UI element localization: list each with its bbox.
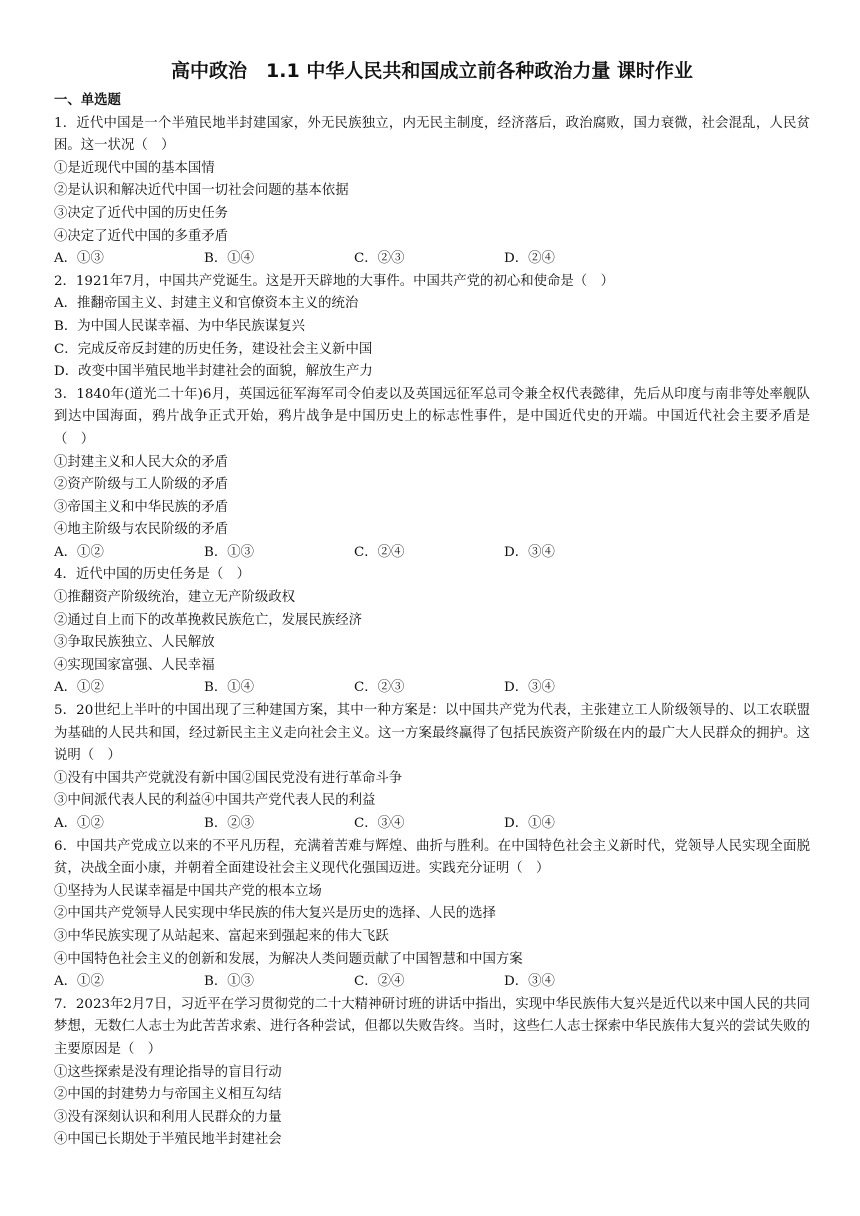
answer-option: A．①② — [54, 544, 104, 560]
question-statement: ①这些探索是没有理论指导的盲目行动 — [54, 1064, 282, 1080]
question-statement: ①是近现代中国的基本国情 — [54, 160, 215, 176]
question-stem: 5．20世纪上半叶的中国出现了三种建国方案，其中一种方案是：以中国共产党为代表，主张建立工人阶级领导的、以工农联盟为基础的人民共和国，经过新民主主义走向社会主义。这一方案最终赢得了包括民族资产阶级在内的最广大人民群众的拥护。这说明（ ） — [54, 703, 810, 764]
question-3 — [54, 384, 810, 565]
question-statement: ④决定了近代中国的多重矛盾 — [54, 228, 229, 244]
answer-option: B．①④ — [204, 680, 255, 696]
question-1 — [54, 113, 810, 271]
section-heading: 一、单选题 — [54, 93, 121, 108]
question-5 — [54, 700, 810, 836]
answer-options — [54, 248, 810, 271]
question-statement: ②是认识和解决近代中国一切社会问题的基本依据 — [54, 183, 349, 199]
answer-option: A．①② — [54, 816, 104, 831]
question-list — [54, 113, 810, 1152]
question-statement: ③决定了近代中国的历史任务 — [54, 205, 229, 221]
answer-option: B．②③ — [204, 816, 255, 831]
answer-option: B．①④ — [204, 251, 255, 267]
answer-option: D．①④ — [504, 816, 555, 831]
question-statement: ②通过自上而下的改革挽救民族危亡，发展民族经济 — [54, 612, 362, 628]
answer-option: C．②③ — [354, 680, 405, 696]
question-stem: 2．1921年7月，中国共产党诞生。这是开天辟地的大事件。中国共产党的初心和使命是（ ） — [54, 273, 614, 289]
question-statement: ③争取民族独立、人民解放 — [54, 635, 215, 651]
question-4 — [54, 564, 810, 700]
question-statement: ④中国特色社会主义的创新和发展，为解决人类问题贡献了中国智慧和中国方案 — [54, 951, 523, 967]
question-statement: ②资产阶级与工人阶级的矛盾 — [54, 477, 229, 493]
answer-option: D．③④ — [504, 974, 555, 990]
question-7 — [54, 994, 810, 1152]
answer-options — [54, 813, 810, 836]
answer-option: B．①③ — [204, 974, 255, 990]
answer-option: C．②④ — [354, 544, 405, 560]
answer-option: C．③④ — [354, 816, 405, 831]
answer-option: D．②④ — [504, 251, 555, 267]
question-statement: ③中间派代表人民的利益④中国共产党代表人民的利益 — [54, 793, 376, 809]
question-statement: ④实现国家富强、人民幸福 — [54, 657, 215, 673]
question-stem: 7．2023年2月7日，习近平在学习贯彻党的二十大精神研讨班的讲话中指出，实现中华民族伟大复兴是近代以来中国人民的共同梦想，无数仁人志士为此苦苦求索、进行各种尝试，但都以失败告终。当时，这些仁人志士探索中华民族伟大复兴的尝试失败的主要原因是（ ） — [54, 996, 810, 1057]
question-statement: ④地主阶级与农民阶级的矛盾 — [54, 522, 229, 538]
answer-option: A．①② — [54, 974, 104, 990]
question-statement: A．推翻帝国主义、封建主义和官僚资本主义的统治 — [54, 296, 359, 312]
answer-option: A．①③ — [54, 251, 104, 267]
answer-option: B．①③ — [204, 544, 255, 560]
document-title: 高中政治 1.1 中华人民共和国成立前各种政治力量 课时作业 — [171, 60, 693, 82]
question-statement: ①没有中国共产党就没有新中国②国民党没有进行革命斗争 — [54, 770, 403, 786]
question-stem: 4．近代中国的历史任务是（ ） — [54, 567, 250, 583]
answer-option: C．②④ — [354, 974, 405, 990]
question-statement: ③中华民族实现了从站起来、富起来到强起来的伟大飞跃 — [54, 928, 389, 944]
answer-option: C．②③ — [354, 251, 405, 267]
question-statement: D．改变中国半殖民地半封建社会的面貌，解放生产力 — [54, 364, 373, 380]
question-stem: 3．1840年(道光二十年)6月，英国远征军海军司令伯麦以及英国远征军总司令兼全权代表懿律，先后从印度与南非等处率舰队到达中国海面，鸦片战争正式开始，鸦片战争是中国历史上的标志性事件，是中国近代史的开端。中国近代社会主要矛盾是（ ） — [54, 386, 810, 447]
answer-options — [54, 971, 810, 994]
answer-option: D．③④ — [504, 544, 555, 560]
question-statement: ①坚持为人民谋幸福是中国共产党的根本立场 — [54, 883, 322, 899]
question-statement: C．完成反帝反封建的历史任务，建设社会主义新中国 — [54, 341, 373, 357]
question-stem: 1．近代中国是一个半殖民地半封建国家，外无民族独立，内无民主制度，经济落后，政治腐败，国力衰微，社会混乱，人民贫困。这一状况（ ） — [54, 115, 810, 154]
answer-option: D．③④ — [504, 680, 555, 696]
answer-option: A．①② — [54, 680, 104, 696]
question-statement: ③帝国主义和中华民族的矛盾 — [54, 499, 229, 515]
answer-options — [54, 542, 810, 565]
question-statement: ②中国共产党领导人民实现中华民族的伟大复兴是历史的选择、人民的选择 — [54, 906, 496, 922]
question-statement: B．为中国人民谋幸福、为中华民族谋复兴 — [54, 318, 305, 334]
question-stem: 6．中国共产党成立以来的不平凡历程，充满着苦难与辉煌、曲折与胜利。在中国特色社会主义新时代，党领导人民实现全面脱贫，决战全面小康，并朝着全面建设社会主义现代化强国迈进。实践充分证明（ ） — [54, 838, 810, 877]
question-statement: ③没有深刻认识和利用人民群众的力量 — [54, 1109, 282, 1125]
question-statement: ①推翻资产阶级统治，建立无产阶级政权 — [54, 590, 296, 606]
question-statement: ②中国的封建势力与帝国主义相互勾结 — [54, 1087, 282, 1103]
answer-options — [54, 677, 810, 700]
question-statement: ①封建主义和人民大众的矛盾 — [54, 454, 229, 470]
question-6 — [54, 836, 810, 994]
question-2 — [54, 271, 810, 384]
question-statement: ④中国已长期处于半殖民地半封建社会 — [54, 1132, 282, 1148]
